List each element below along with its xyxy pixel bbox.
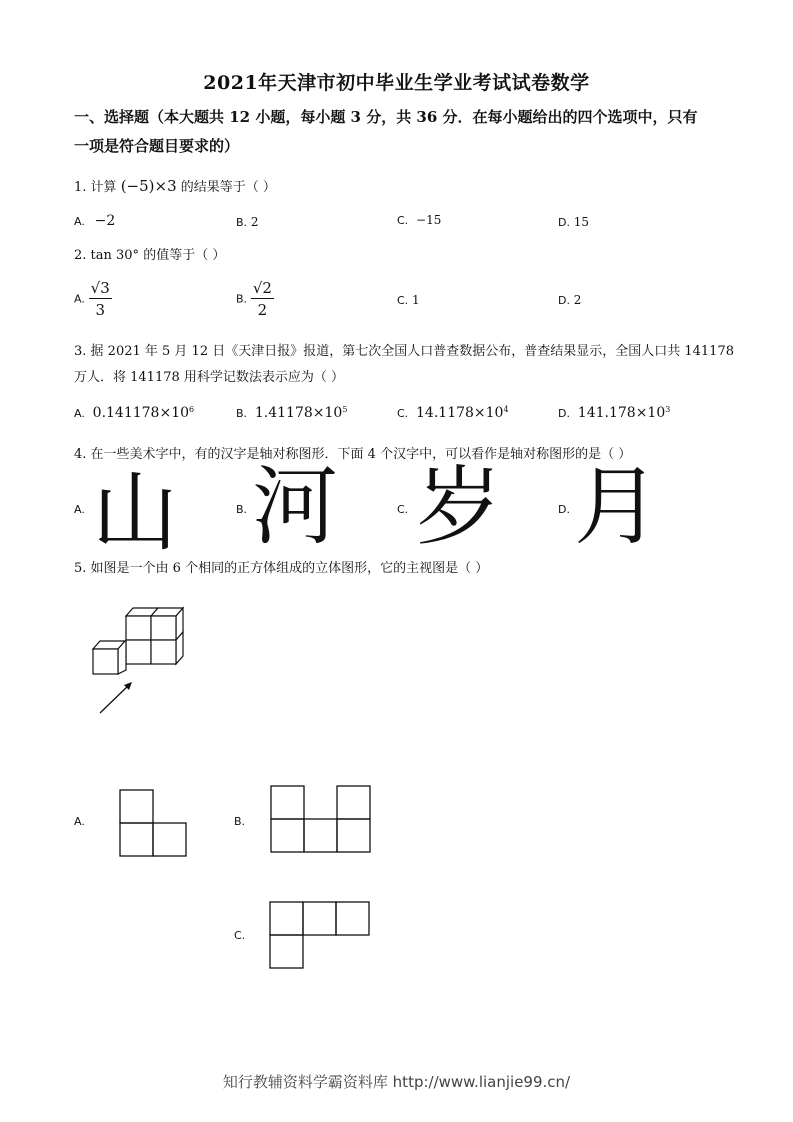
q1-option-b[interactable]: B. 2 (236, 215, 259, 229)
q4-option-c-label[interactable]: C. (397, 503, 409, 516)
question-5: 5. 如图是一个由 6 个相同的正方体组成的立体图形，它的主视图是（ ） (74, 561, 489, 576)
fraction: $\frac{√3}{3}$ (90, 279, 110, 319)
fraction: $\frac{√2}{2}$ (252, 279, 272, 319)
q3-option-b[interactable]: B. $1.41178\times 10^5$ (236, 405, 348, 421)
section-heading-line2: 一项是符合题目要求的） (74, 137, 240, 155)
q2-suffix: 的值等于（ ） (143, 248, 226, 263)
q4-option-a-label[interactable]: A. (74, 503, 85, 516)
q2-option-a[interactable]: A. $\frac{√3}{3}$ (74, 279, 110, 319)
q4-option-a-char[interactable]: 山 (92, 463, 178, 563)
q3-option-c[interactable]: C. $14.1178\times 10^4$ (397, 405, 509, 421)
question-4: 4. 在一些美术字中，有的汉字是轴对称图形．下面 4 个汉字中，可以看作是轴对称图形的是（ ） (74, 447, 632, 462)
q4-option-c-char[interactable]: 岁 (416, 457, 502, 557)
q4-option-d-char[interactable]: 月 (574, 457, 660, 557)
q5-option-c-label[interactable]: C. (234, 929, 246, 942)
section-heading (74, 103, 734, 161)
cube-front-face (126, 640, 151, 664)
q4-option-d-label[interactable]: D. (558, 503, 570, 516)
footer-watermark: 知行教辅资料学霸资料库 http://www.lianjie99.cn/ (222, 1073, 571, 1091)
q1-expression: (−5)×3 (120, 177, 177, 195)
question-2 (74, 244, 225, 263)
question-3 (74, 339, 734, 391)
q3-line2: 万人．将 141178 用科学记数法表示应为（ ） (74, 370, 345, 385)
q5-option-a-label[interactable]: A. (74, 815, 85, 828)
q1-option-c[interactable]: C. −15 (397, 213, 442, 227)
q2-option-d[interactable]: D. 2 (558, 293, 582, 307)
q5-option-c-figure[interactable] (268, 900, 371, 970)
q2-prefix: 2. tan 30° (74, 248, 140, 263)
q1-option-a[interactable]: A. −2 (74, 213, 116, 229)
q3-option-d[interactable]: D. $141.178\times 10^3$ (558, 405, 671, 421)
q3-line1: 3. 据 2021 年 5 月 12 日《天津日报》报道，第七次全国人口普查数据公布，普查结果显示，全国人口共 141178 (74, 344, 734, 359)
q1-suffix: 的结果等于（ ） (180, 180, 276, 195)
q5-option-b-label[interactable]: B. (234, 815, 246, 828)
q3-option-a[interactable]: A. $0.141178\times 10^6$ (74, 405, 195, 421)
q2-option-b[interactable]: B. $\frac{√2}{2}$ (236, 279, 272, 319)
q1-prefix: 1. 计算 (74, 180, 117, 195)
q2-option-c[interactable]: C. 1 (397, 293, 420, 307)
q4-option-b-label[interactable]: B. (236, 503, 248, 516)
q5-option-a-figure[interactable] (118, 788, 188, 858)
q5-option-b-figure[interactable] (269, 784, 372, 854)
q1-option-d[interactable]: D. 15 (558, 215, 590, 229)
cube-front-face (151, 640, 176, 664)
cube-front-face (126, 616, 151, 640)
view-arrow (100, 684, 130, 713)
q4-option-b-char[interactable]: 河 (252, 457, 338, 557)
page-title: 2021年天津市初中毕业生学业考试试卷数学 (203, 72, 590, 94)
cube-front-face (93, 649, 118, 674)
question-1 (74, 176, 276, 195)
section-heading-line1: 一、选择题（本大题共 12 小题，每小题 3 分，共 36 分．在每小题给出的四个选项中，只有 (74, 108, 698, 126)
cube-figure (88, 600, 198, 720)
cube-front-face (151, 616, 176, 640)
